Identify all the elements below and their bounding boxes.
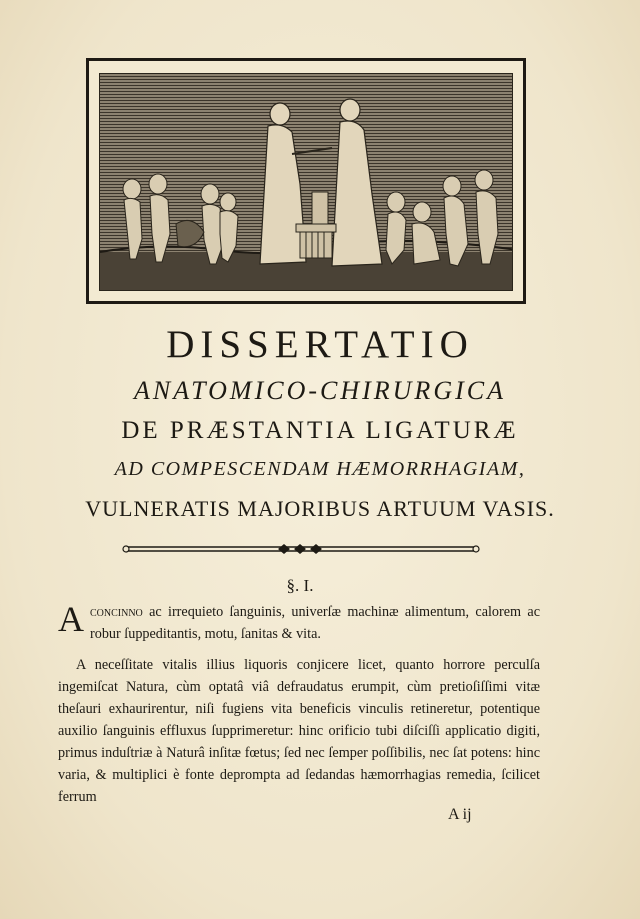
drop-capital: A [58,599,84,639]
ornamental-rule [118,542,484,556]
paragraph-1 [58,601,540,645]
engraving-scene [99,73,513,291]
title-de-praestantia: DE PRÆSTANTIA LIGATURÆ [121,417,519,444]
section-heading: §. I. [286,576,314,595]
title-ad-compescendam: AD COMPESCENDAM HÆMORRHAGIAM, [114,458,526,480]
lead-word: concinno [90,604,143,620]
headpiece-engraving [86,58,526,304]
signature-mark: A ij [448,806,472,823]
title-anatomico-chirurgica: ANATOMICO-CHIRURGICA [134,376,506,405]
paragraph-2: A neceſſitate vitalis illius liquoris conjicere licet, quanto horrore perculſa ingemiſcat Natura, cùm optatâ viâ defraudatus erumpit, cùm pretioſiſſimi vitæ theſauri exhaurirentur, niſi fugiens vita beneficis vinculis retineretur, potentique auxilio ſanguinis effluxus ſupprimeretur: hinc orificio tubi diſciſſi applicatio digiti, primus induſtriæ à Naturâ inſitæ fœtus; ſed nec ſemper poſſibilis, nec ſat potens: hinc varia, & multiplici è fonte deprompta ad ſedandas hæmorrhagias remedia, ſcilicet ferrum [58,657,540,805]
title-dissertatio: DISSERTATIO [166,323,474,366]
title-vulneratis: VULNERATIS MAJORIBUS ARTUUM VASIS. [85,496,555,521]
paragraph-1-text: ac irrequieto ſanguinis, univerſæ machinæ alimentum, calorem ac robur ſuppeditantis, motu, ſanitas & vita. [90,604,540,642]
